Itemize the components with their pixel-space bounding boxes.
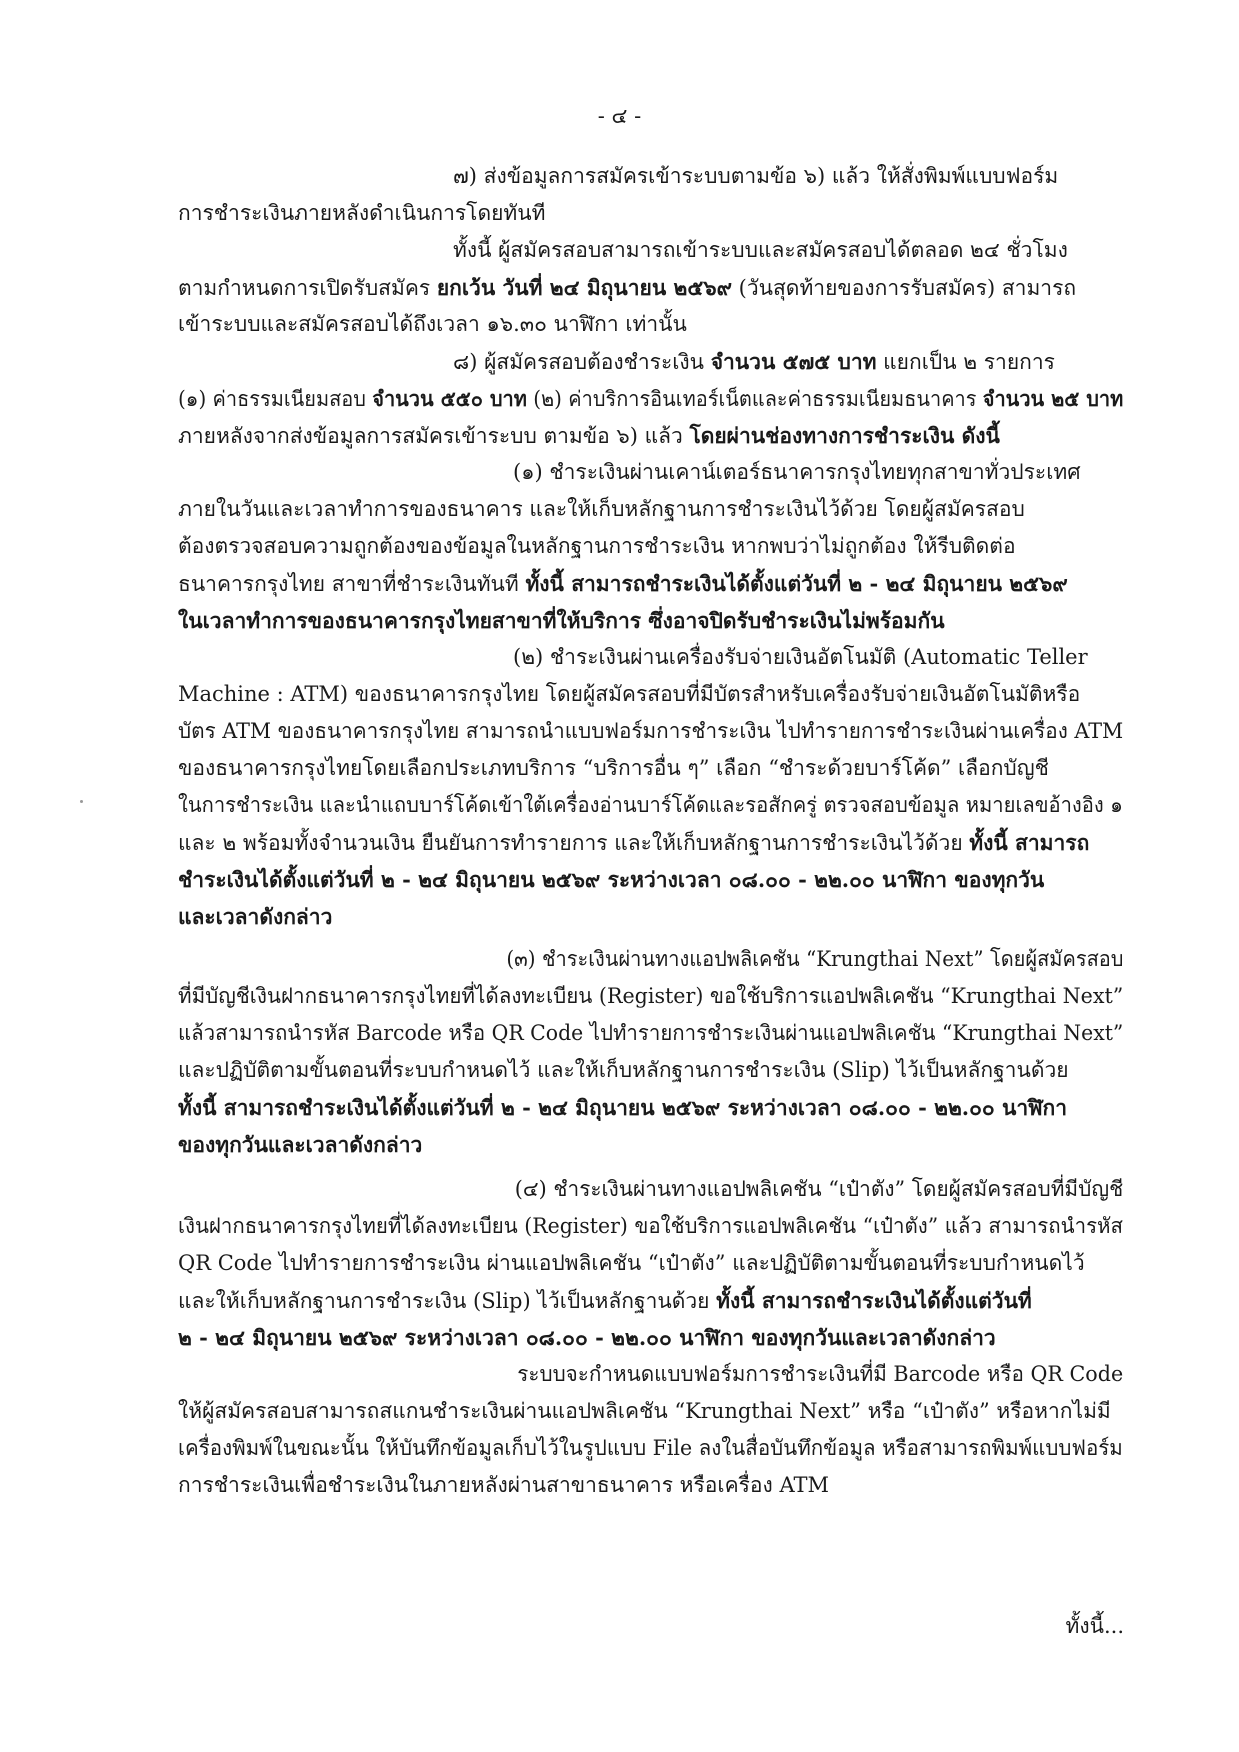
bold-text: ชำระเงินได้ตั้งแต่วันที่ ๒ - ๒๔ มิถุนายน ๒๕๖๙ ระหว่างเวลา ๐๘.๐๐ - ๒๒.๐๐ นาฬิกา ของทุกวัน	[178, 867, 1045, 892]
bold-text: จำนวน ๕๕๐ บาท	[372, 386, 527, 411]
text-line	[178, 787, 1123, 824]
text-span: (๔) ชำระเงินผ่านทางแอปพลิเคชัน “เป๋าตัง” โดยผู้สมัครสอบที่มีบัญชี	[514, 1177, 1124, 1201]
text-line	[178, 1126, 1123, 1163]
continuation-text: ทั้งนี้...	[1065, 1614, 1124, 1638]
text-span: ของธนาคารกรุงไทยโดยเลือกประเภทบริการ “บริการอื่น ๆ” เลือก “ชำระด้วยบาร์โค้ด” เลือกบัญชี	[178, 756, 1049, 780]
text-span: ธนาคารกรุงไทย สาขาที่ชำระเงินทันที	[178, 572, 526, 596]
text-span: ภายในวันและเวลาทำการของธนาคาร และให้เก็บหลักฐานการชำระเงินไว้ด้วย โดยผู้สมัครสอบ	[178, 497, 1025, 521]
text-span: (วันสุดท้ายของการรับสมัคร) สามารถ	[731, 276, 1077, 300]
text-line	[178, 1208, 1123, 1245]
text-line	[178, 602, 1123, 639]
text-span: และให้เก็บหลักฐานการชำระเงิน (Slip) ไว้เป็นหลักฐานด้วย	[178, 1289, 717, 1313]
text-line	[178, 941, 1124, 978]
scan-speck	[80, 800, 83, 803]
text-span: (๒) ค่าบริการอินเทอร์เน็ตและค่าธรรมเนียมธนาคาร	[526, 387, 983, 411]
text-line	[178, 158, 1123, 195]
text-span: แยกเป็น ๒ รายการ	[876, 350, 1055, 374]
text-span: ที่มีบัญชีเงินฝากธนาคารกรุงไทยที่ได้ลงทะเบียน (Register) ขอใช้บริการแอปพลิเคชัน “Krungthai Next”	[178, 984, 1124, 1008]
text-line	[178, 528, 1123, 565]
bold-text: ในเวลาทำการของธนาคารกรุงไทยสาขาที่ให้บริการ ซึ่งอาจปิดรับชำระเงินไม่พร้อมกัน	[178, 608, 945, 633]
text-span: แล้วสามารถนำรหัส Barcode หรือ QR Code ไปทำรายการชำระเงินผ่านแอปพลิเคชัน “Krungthai Next”	[178, 1021, 1124, 1045]
text-span: ทั้งนี้ ผู้สมัครสอบสามารถเข้าระบบและสมัครสอบได้ตลอด ๒๔ ชั่วโมง	[453, 238, 1068, 262]
text-span: บัตร ATM ของธนาคารกรุงไทย สามารถนำแบบฟอร์มการชำระเงิน ไปทำรายการชำระเงินผ่านเครื่อง ATM	[178, 719, 1124, 743]
text-span: และ ๒ พร้อมทั้งจำนวนเงิน ยืนยันการทำรายการ และให้เก็บหลักฐานการชำระเงินไว้ด้วย	[178, 831, 970, 855]
text-span: (๑) ค่าธรรมเนียมสอบ	[178, 387, 373, 411]
text-span: QR Code ไปทำรายการชำระเงิน ผ่านแอปพลิเคชัน “เป๋าตัง” และปฏิบัติตามขั้นตอนที่ระบบกำหนดไว้	[178, 1251, 1085, 1275]
text-span: ๗) ส่งข้อมูลการสมัครเข้าระบบตามข้อ ๖) แล้ว ให้สั่งพิมพ์แบบฟอร์ม	[453, 164, 1059, 188]
text-line	[178, 1171, 1124, 1208]
bold-text: ๒ - ๒๔ มิถุนายน ๒๕๖๙ ระหว่างเวลา ๐๘.๐๐ - ๒๒.๐๐ นาฬิกา ของทุกวันและเวลาดังกล่าว	[178, 1325, 996, 1350]
text-span: ภายหลังจากส่งข้อมูลการสมัครเข้าระบบ ตามข้อ ๖) แล้ว	[178, 424, 690, 448]
text-span: ต้องตรวจสอบความถูกต้องของข้อมูลในหลักฐานการชำระเงิน หากพบว่าไม่ถูกต้อง ให้รีบติดต่อ	[178, 534, 1016, 558]
text-line	[178, 417, 1123, 454]
text-line	[178, 1467, 1123, 1504]
text-span: ตามกำหนดการเปิดรับสมัคร	[178, 276, 437, 300]
text-line	[178, 1015, 1124, 1052]
text-span: การชำระเงินเพื่อชำระเงินในภายหลังผ่านสาขาธนาคาร หรือเครื่อง ATM	[178, 1473, 829, 1497]
bold-text: ทั้งนี้ สามารถชำระเงินได้ตั้งแต่วันที่	[716, 1288, 1032, 1313]
text-span: ระบบจะกำหนดแบบฟอร์มการชำระเงินที่มี Barcode หรือ QR Code	[517, 1362, 1124, 1386]
page-number: - ๔ -	[597, 104, 642, 128]
text-line	[178, 1356, 1124, 1393]
text-line	[178, 565, 1123, 602]
line-gap	[178, 1163, 1123, 1171]
text-line	[178, 269, 1123, 306]
text-line	[178, 1089, 1123, 1126]
text-span: เงินฝากธนาคารกรุงไทยที่ได้ลงทะเบียน (Register) ขอใช้บริการแอปพลิเคชัน “เป๋าตัง” แล้ว สามารถนำรหัส	[178, 1214, 1123, 1238]
text-span: การชำระเงินภายหลังดำเนินการโดยทันที	[178, 201, 546, 225]
bold-text: จำนวน ๕๗๕ บาท	[710, 349, 877, 374]
text-line	[178, 1319, 1123, 1356]
text-span: ให้ผู้สมัครสอบสามารถสแกนชำระเงินผ่านแอปพลิเคชัน “Krungthai Next” หรือ “เป๋าตัง” หรือหากไม่มี	[178, 1399, 1111, 1423]
bold-text: จำนวน ๒๕ บาท	[982, 386, 1124, 411]
bold-text: ของทุกวันและเวลาดังกล่าว	[178, 1132, 423, 1157]
text-span: (๓) ชำระเงินผ่านทางแอปพลิเคชัน “Krungthai Next” โดยผู้สมัครสอบ	[506, 947, 1124, 971]
text-span: (๑) ชำระเงินผ่านเคาน์เตอร์ธนาคารกรุงไทยทุกสาขาทั่วประเทศ	[513, 460, 1081, 484]
text-line	[178, 454, 1123, 491]
text-line	[178, 676, 1123, 713]
bold-text: ยกเว้น วันที่ ๒๔ มิถุนายน ๒๕๖๙	[436, 275, 732, 300]
text-span: ๘) ผู้สมัครสอบต้องชำระเงิน	[453, 350, 711, 374]
bold-text: ทั้งนี้ สามารถ	[969, 830, 1090, 855]
text-span: และปฏิบัติตามขั้นตอนที่ระบบกำหนดไว้ และให้เก็บหลักฐานการชำระเงิน (Slip) ไว้เป็นหลักฐานด้วย	[178, 1058, 1069, 1082]
text-line	[178, 978, 1124, 1015]
bold-text: โดยผ่านช่องทางการชำระเงิน ดังนี้	[689, 423, 1000, 448]
text-span: (๒) ชำระเงินผ่านเครื่องรับจ่ายเงินอัตโนมัติ (Automatic Teller	[513, 645, 1088, 669]
text-span: เครื่องพิมพ์ในขณะนั้น ให้บันทึกข้อมูลเก็บไว้ในรูปแบบ File ลงในสื่อบันทึกข้อมูล หรือสามารถพิมพ์แบบฟอร์ม	[178, 1436, 1123, 1460]
text-line	[178, 306, 1123, 343]
text-line	[178, 824, 1123, 861]
text-line	[178, 713, 1124, 750]
text-line	[178, 861, 1123, 898]
bold-text: ทั้งนี้ สามารถชำระเงินได้ตั้งแต่วันที่ ๒ - ๒๔ มิถุนายน ๒๕๖๙	[525, 571, 1068, 596]
text-span: Machine : ATM) ของธนาคารกรุงไทย โดยผู้สมัครสอบที่มีบัตรสำหรับเครื่องรับจ่ายเงินอัตโนมัติหรือ	[178, 682, 1081, 706]
text-line	[178, 343, 1123, 380]
text-line	[178, 1245, 1123, 1282]
text-line	[178, 1052, 1123, 1089]
text-line	[178, 1393, 1123, 1430]
text-line	[178, 750, 1123, 787]
text-span: เข้าระบบและสมัครสอบได้ถึงเวลา ๑๖.๓๐ นาฬิกา เท่านั้น	[178, 312, 687, 336]
text-line	[178, 195, 1123, 232]
text-line	[178, 491, 1123, 528]
text-line	[178, 1282, 1123, 1319]
text-line	[178, 639, 1123, 676]
bold-text: และเวลาดังกล่าว	[178, 904, 333, 929]
bold-text: ทั้งนี้ สามารถชำระเงินได้ตั้งแต่วันที่ ๒ - ๒๔ มิถุนายน ๒๕๖๙ ระหว่างเวลา ๐๘.๐๐ - ๒๒.๐๐ นาฬิกา	[178, 1095, 1068, 1120]
text-line	[178, 232, 1123, 269]
text-line	[178, 1430, 1123, 1467]
document-body	[178, 158, 1123, 1504]
text-span: ในการชำระเงิน และนำแถบบาร์โค้ดเข้าใต้เครื่องอ่านบาร์โค้ดและรอสักครู่ ตรวจสอบข้อมูล หมายเลขอ้างอิง ๑	[178, 793, 1123, 817]
text-line	[178, 380, 1124, 417]
text-line	[178, 898, 1123, 935]
